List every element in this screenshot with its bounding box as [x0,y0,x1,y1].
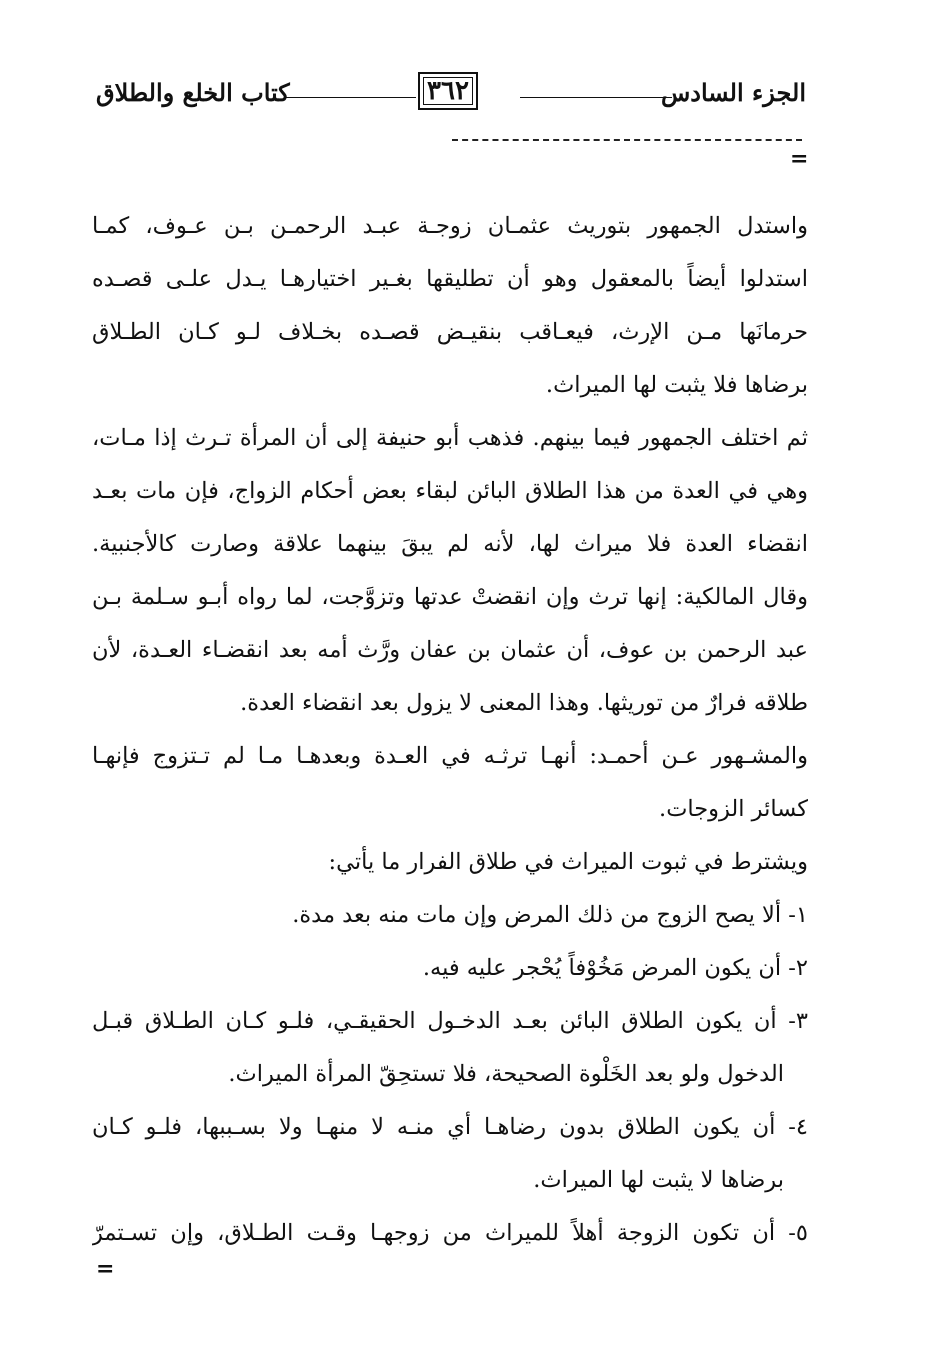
text-line: ويشترط في ثبوت الميراث في طلاق الفرار ما يأتي: [328,849,808,875]
text-line: ثم اختلف الجمهور فيما بينهم. فذهب أبو حنيفة إلى أن المرأة تـرث إذا مـات، [92,425,808,451]
header-rule-left [284,97,416,98]
list-item-continuation: برضاها لا يثبت لها الميراث. [533,1167,784,1193]
text-line: عبد الرحمن بن عوف، أن عثمان بن عفان ورَّث أمه بعد انقضـاء العـدة، لأن [92,637,808,663]
text-line: كسائر الزوجات. [659,796,808,822]
text-line: برضاها فلا يثبت لها الميراث. [545,372,808,398]
part-label: الجزء السادس [660,78,806,107]
list-item: ٤- أن يكون الطلاق بدون رضاهـا أي منـه لا منهـا ولا بسـببها، فلـو كـان [92,1114,808,1140]
text-line: وقال المالكية: إنها ترث وإن انقضتْ عدتها وتزوَّجت، لما رواه أبـو سـلمة بـن [92,584,808,610]
text-line: استدلوا أيضاً بالمعقول وهو أن تطليقها بغـير اختيارهـا يـدل علـى قصـده [92,266,808,292]
list-item: ١- ألا يصح الزوج من ذلك المرض وإن مات منه بعد مدة. [292,902,808,928]
text-line: والمشـهور عـن أحمـد: أنهـا ترثـه في العـدة وبعدهـا مـا لم تـتزوج فإنهـا [92,743,808,769]
book-title: كتاب الخلع والطلاق [96,78,290,107]
list-item-continuation: الدخول ولو بعد الخَلْوة الصحيحة، فلا تستحِقّ المرأة الميراث. [228,1061,784,1087]
list-item: ٣- أن يكون الطلاق البائن بعـد الدخـول الحقيقـي، فلـو كـان الطـلاق قبـل [92,1008,808,1034]
header-dashed-divider [452,139,802,141]
text-line: انقضاء العدة فلا ميراث لها، لأنه لم يبقَ بينهما علاقة وصارت كالأجنبية. [92,531,808,557]
list-item: ٥- أن تكون الزوجة أهلاً للميراث من زوجهـا وقـت الطـلاق، وإن تسـتمرّ [92,1220,808,1246]
main-text [92,200,808,1260]
continuation-mark: = [96,1256,115,1282]
page-number: ٣٦٢ [418,72,478,110]
text-line: وهي في العدة من هذا الطلاق البائن لبقاء بعض أحكام الزواج، فإن مات بعـد [92,478,808,504]
separator-mark: = [790,146,809,172]
text-line: طلاقه فرارٌ من توريثها. وهذا المعنى لا يزول بعد انقضاء العدة. [240,690,808,716]
list-item: ٢- أن يكون المرض مَخُوْفاً يُحْجر عليه فيه. [422,955,808,981]
text-line: حرمانَها مـن الإرث، فيعـاقب بنقيـض قصـده بخـلاف لـو كـان الطـلاق [92,319,808,345]
header-rule-right [520,97,672,98]
text-line: واستدل الجمهور بتوريث عثمـان زوجـة عبـد الرحمـن بـن عـوف، كمـا [92,213,808,239]
page-header [96,72,806,116]
